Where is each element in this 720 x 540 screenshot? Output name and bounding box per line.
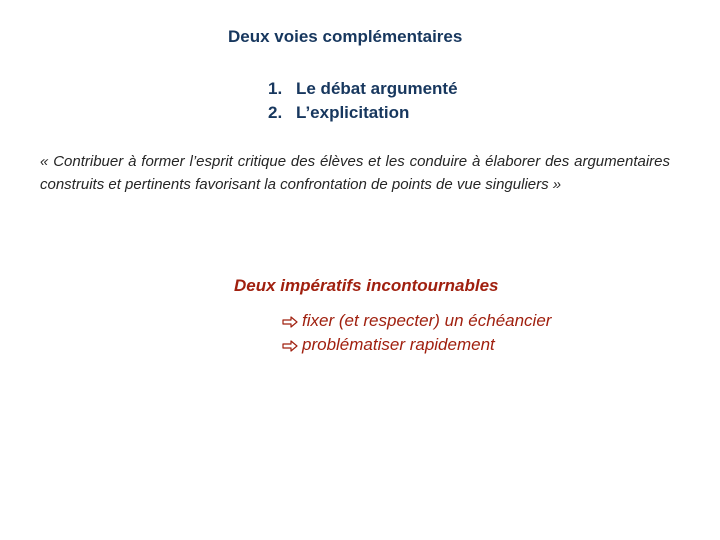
item-number: 1. <box>268 79 283 98</box>
item-number: 2. <box>268 103 283 122</box>
imperatifs-title: Deux impératifs incontournables <box>234 276 499 295</box>
item-label: Le débat argumenté <box>296 79 458 98</box>
slide-title: Deux voies complémentaires <box>228 27 463 46</box>
list-item <box>268 101 458 125</box>
item-label: L’explicitation <box>296 103 410 122</box>
outline-arrow-right-icon <box>282 316 302 328</box>
imperatifs-list <box>282 309 551 357</box>
numbered-list <box>268 77 458 125</box>
list-item <box>282 309 551 333</box>
list-item <box>268 77 458 101</box>
item-label: fixer (et respecter) un échéancier <box>302 311 552 330</box>
outline-arrow-right-icon <box>282 340 302 352</box>
item-label: problématiser rapidement <box>302 335 495 354</box>
list-item <box>282 333 551 357</box>
quote-paragraph: « Contribuer à former l’esprit critique des élèves et les conduire à élaborer des argumentaires construits et pertinents favorisant la confrontation de points de vue singuliers » <box>40 153 670 193</box>
